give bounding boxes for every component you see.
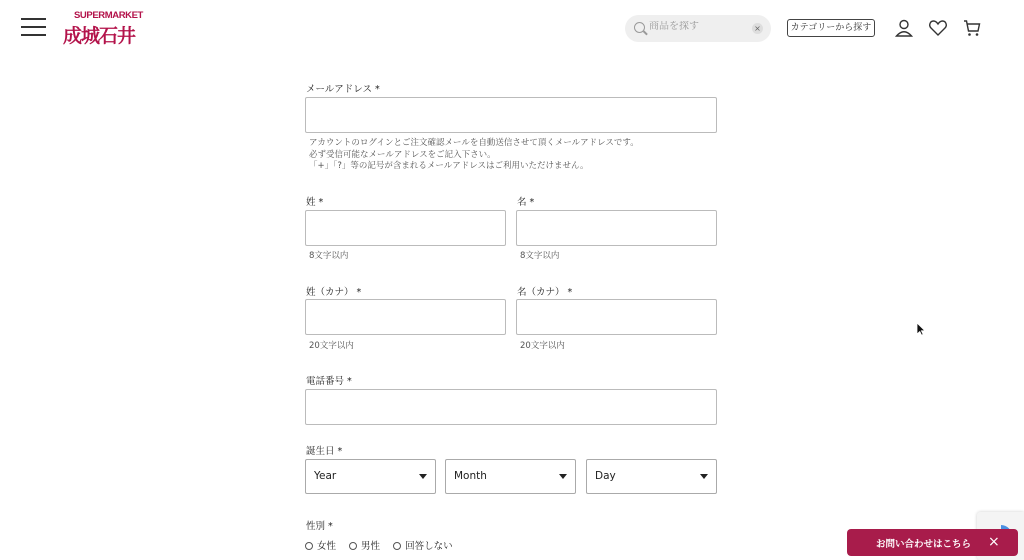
first-name-label: 名 * <box>517 197 535 208</box>
email-label: メールアドレス * <box>306 84 380 95</box>
category-search-button[interactable]: カテゴリーから探す <box>787 19 875 37</box>
mouse-cursor-icon <box>916 321 926 340</box>
search-input[interactable] <box>649 21 749 32</box>
first-name-kana-label: 名（カナ） * <box>517 287 573 298</box>
chevron-down-icon <box>419 474 427 479</box>
chevron-down-icon <box>559 474 567 479</box>
first-name-hint: 8文字以内 <box>520 251 560 261</box>
birth-year-select[interactable]: Year <box>305 459 436 494</box>
phone-field[interactable] <box>305 389 717 425</box>
contact-label: お問い合わせはこちら <box>876 539 972 550</box>
search-bar[interactable] <box>625 15 771 42</box>
contact-button[interactable] <box>847 529 1018 556</box>
birth-month-select[interactable]: Month <box>445 459 576 494</box>
gender-radio-male[interactable]: 男性 <box>349 538 380 552</box>
last-name-kana-field[interactable] <box>305 299 506 335</box>
last-name-kana-hint: 20文字以内 <box>309 341 354 351</box>
site-header <box>0 0 1024 60</box>
search-clear-icon[interactable]: × <box>752 23 763 34</box>
logo-main-text: 成城石井 <box>63 25 136 47</box>
user-icon[interactable] <box>894 18 914 38</box>
last-name-hint: 8文字以内 <box>309 251 349 261</box>
gender-radio-no-answer[interactable]: 回答しない <box>393 538 453 552</box>
email-hint: アカウントのログインとご注文確認メールを自動送信させて頂くメールアドレスです。 必ず受信可能なメールアドレスをご記入下さい。 「+」「?」等の記号が含まれるメールアドレスはご利用いただけません。 <box>309 138 639 171</box>
site-logo[interactable] <box>63 10 147 47</box>
last-name-field[interactable] <box>305 210 506 246</box>
chevron-down-icon <box>700 474 708 479</box>
close-icon[interactable]: × <box>988 534 1000 550</box>
phone-label: 電話番号 * <box>306 376 352 387</box>
gender-radio-group <box>305 538 463 552</box>
heart-icon[interactable] <box>928 18 948 38</box>
first-name-kana-hint: 20文字以内 <box>520 341 565 351</box>
last-name-kana-label: 姓（カナ） * <box>306 287 362 298</box>
first-name-field[interactable] <box>516 210 717 246</box>
logo-top-text: SUPERMARKET <box>74 10 143 21</box>
radio-circle-icon <box>393 542 401 550</box>
search-icon <box>634 22 645 33</box>
cart-icon[interactable] <box>962 18 982 38</box>
birth-day-select[interactable]: Day <box>586 459 717 494</box>
email-field[interactable] <box>305 97 717 133</box>
gender-label: 性別 * <box>306 521 333 532</box>
birthday-label: 誕生日 * <box>306 446 343 457</box>
radio-circle-icon <box>305 542 313 550</box>
menu-icon[interactable] <box>21 18 46 37</box>
radio-circle-icon <box>349 542 357 550</box>
first-name-kana-field[interactable] <box>516 299 717 335</box>
last-name-label: 姓 * <box>306 197 324 208</box>
gender-radio-female[interactable]: 女性 <box>305 538 336 552</box>
